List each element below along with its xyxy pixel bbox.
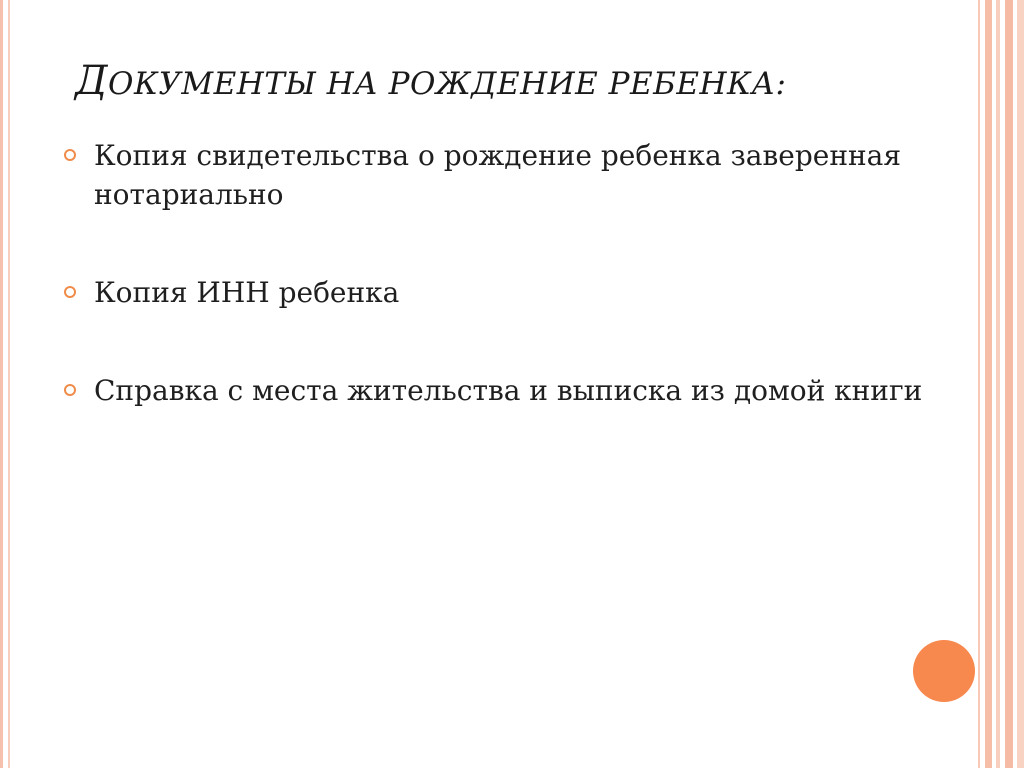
right-border-stripe bbox=[1017, 0, 1024, 768]
bullet-item bbox=[64, 273, 924, 312]
bullet-text: Копия ИНН ребенка bbox=[94, 276, 400, 309]
bullet-ring-icon bbox=[64, 286, 76, 298]
decorative-orange-circle bbox=[913, 640, 975, 702]
right-border-stripe bbox=[1005, 0, 1013, 768]
title-rest: ОКУМЕНТЫ НА РОЖДЕНИЕ РЕБЕНКА: bbox=[108, 66, 787, 102]
bullet-ring-icon bbox=[64, 384, 76, 396]
bullet-text: Копия свидетельства о рождение ребенка заверенная нотариально bbox=[94, 139, 902, 211]
slide-title bbox=[75, 58, 955, 104]
bullet-ring-icon bbox=[64, 149, 76, 161]
bullet-item bbox=[64, 371, 924, 410]
title-first-letter: Д bbox=[75, 58, 109, 104]
bullet-item bbox=[64, 136, 924, 214]
bullet-list bbox=[64, 136, 924, 410]
left-border-line-inner bbox=[8, 0, 10, 768]
right-border-stripe bbox=[996, 0, 1000, 768]
bullet-text: Справка с места жительства и выписка из домой книги bbox=[94, 374, 923, 407]
right-border-stripe bbox=[985, 0, 992, 768]
left-border-line bbox=[0, 0, 3, 768]
right-border-stripe bbox=[978, 0, 980, 768]
